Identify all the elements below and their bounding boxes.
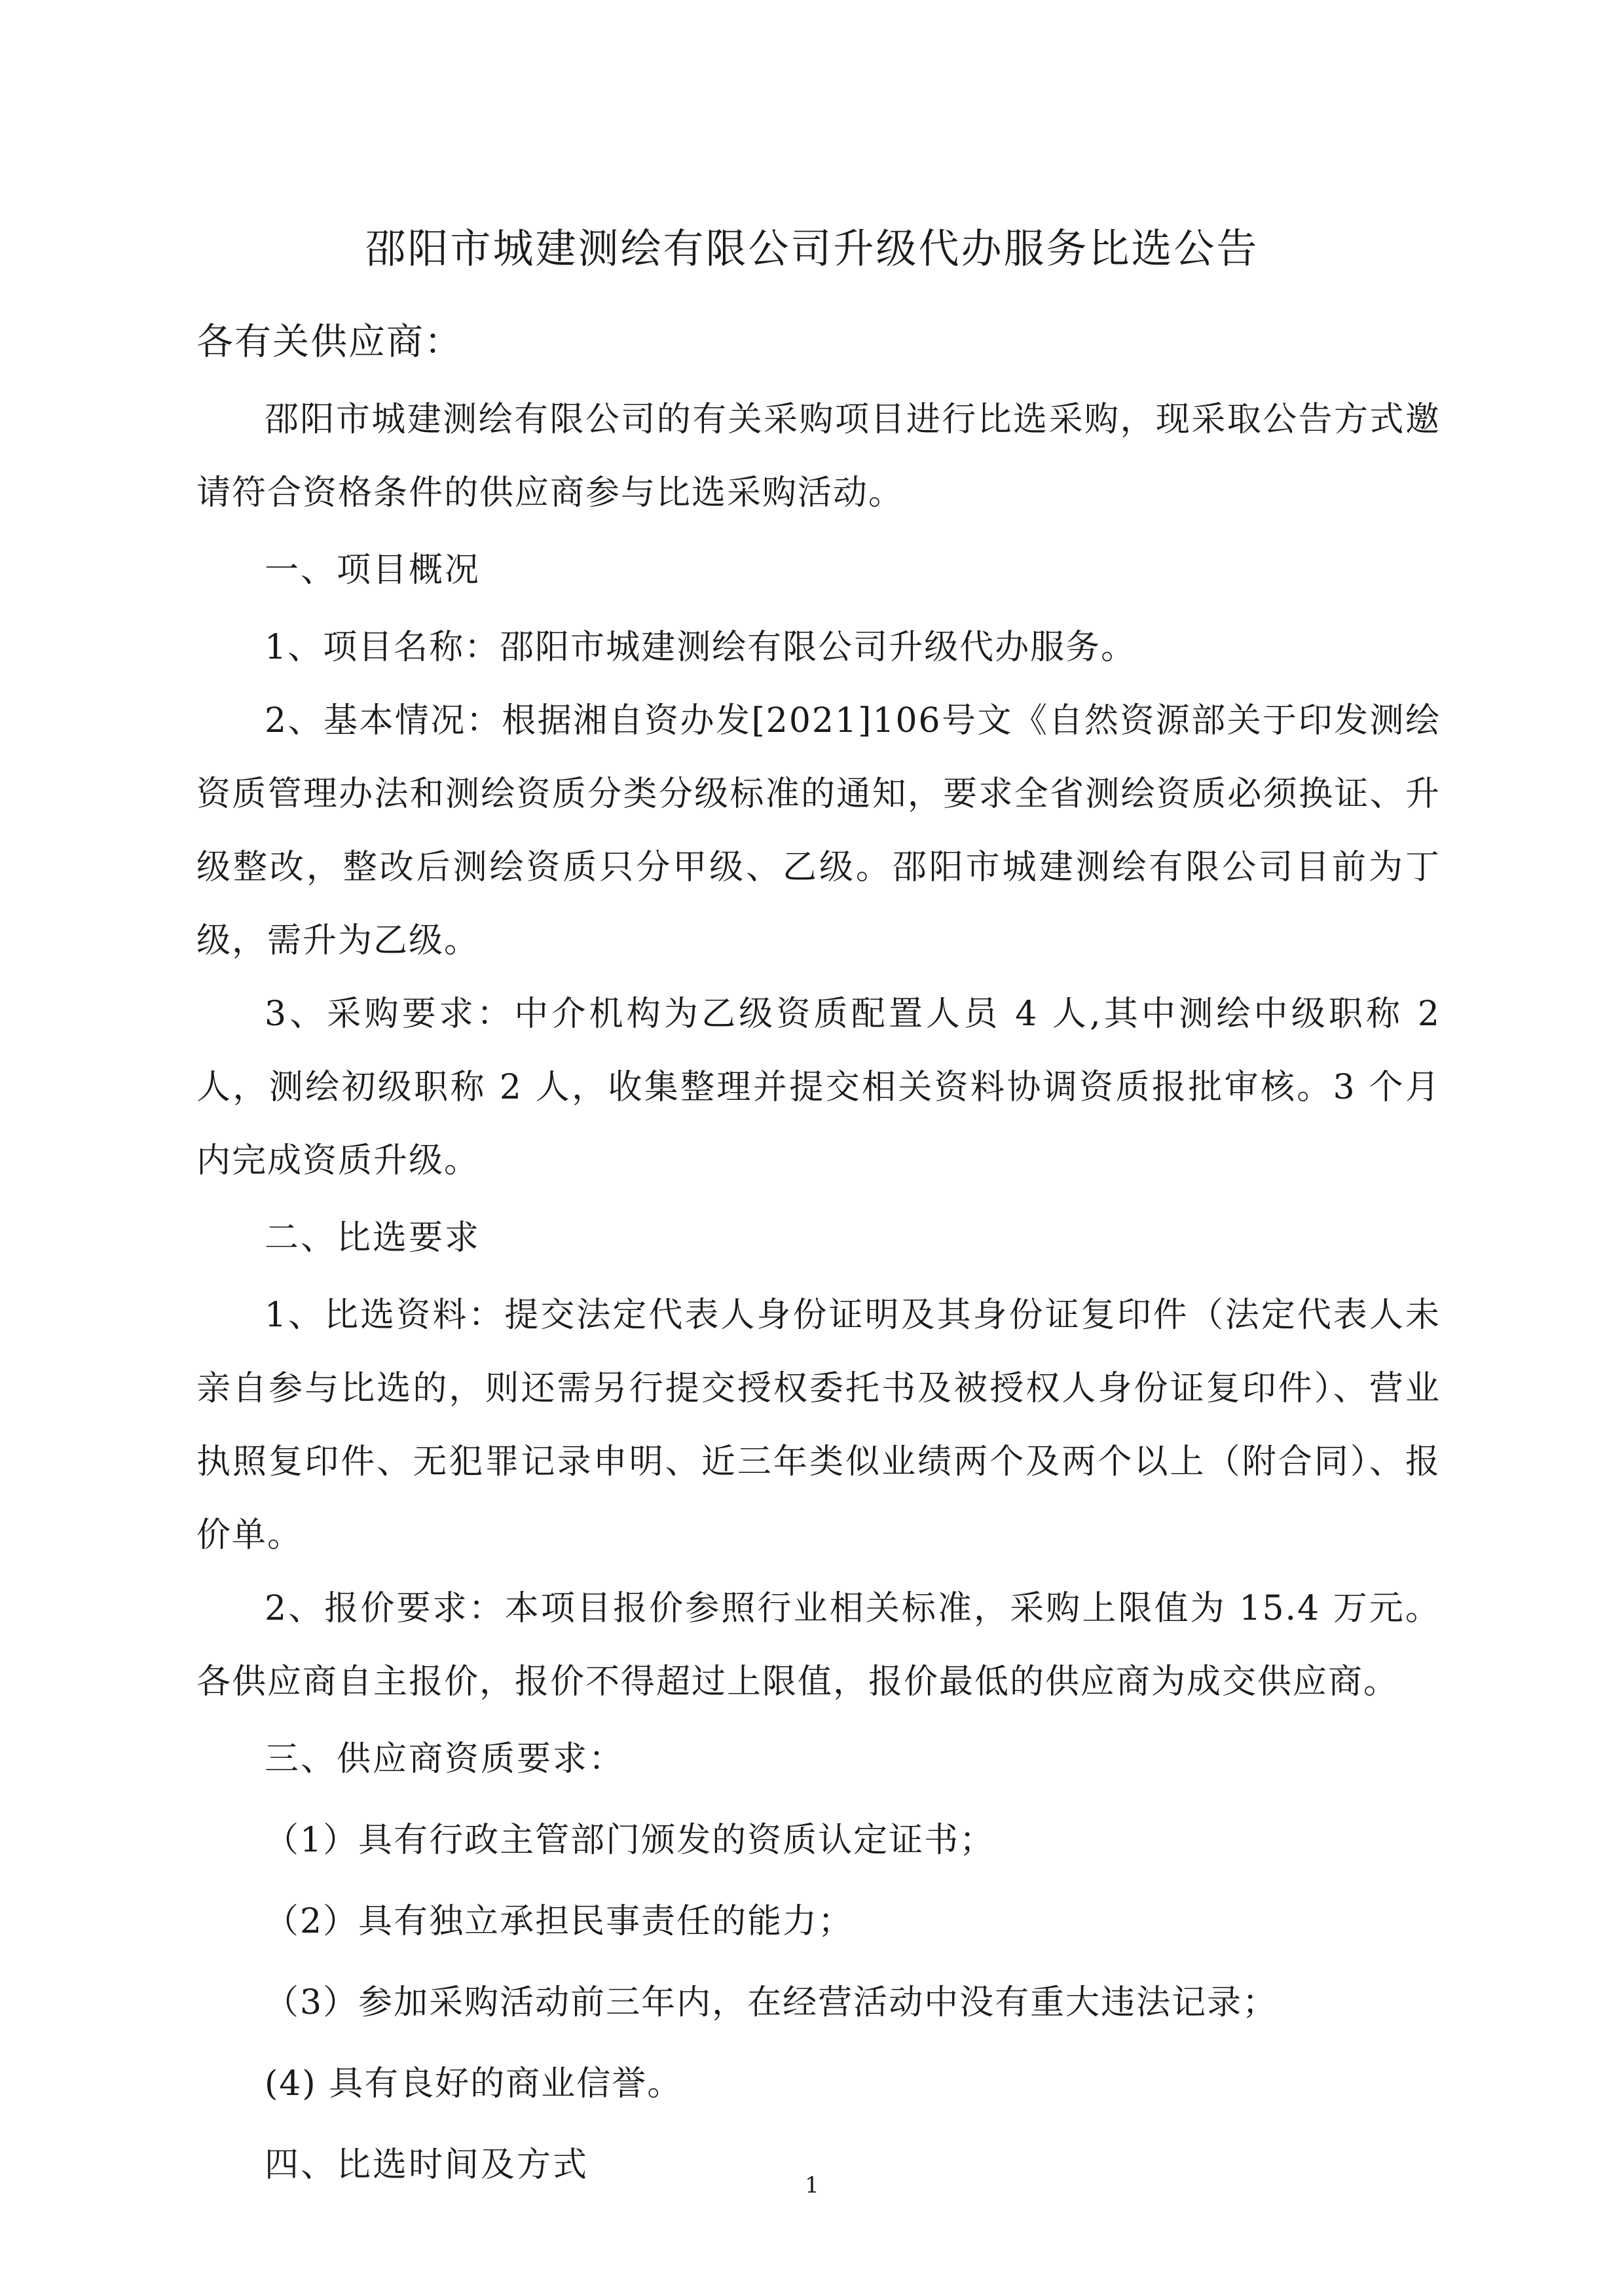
document-body: [196, 383, 1441, 2206]
intro-paragraph: 邵阳市城建测绘有限公司的有关采购项目进行比选采购，现采取公告方式邀请符合资格条件的供应商参与比选采购活动。: [196, 400, 1441, 513]
quotation-requirements-paragraph: 2、报价要求：本项目报价参照行业相关标准，采购上限值为 15.4 万元。各供应商自主报价，报价不得超过上限值，报价最低的供应商为成交供应商。: [196, 1589, 1441, 1702]
basic-situation-paragraph: 2、基本情况：根据湘自资办发[2021]106号文《自然资源部关于印发测绘资质管理办法和测绘资质分类分级标准的通知，要求全省测绘资质必须换证、升级整改，整改后测绘资质只分甲级、乙级。邵阳市城建测绘有限公司目前为丁级，需升为乙级。: [196, 701, 1441, 960]
section-heading-supplier-qualifications: 三、供应商资质要求：: [265, 1740, 625, 1779]
qualification-item-3: （3）参加采购活动前三年内，在经营活动中没有重大违法记录；: [265, 1983, 1278, 2022]
qualification-item-2: （2）具有独立承担民事责任的能力；: [265, 1902, 854, 1941]
selection-materials-paragraph: 1、比选资料：提交法定代表人身份证明及其身份证复印件（法定代表人未亲自参与比选的，则还需另行提交授权委托书及被授权人身份证复印件）、营业执照复印件、无犯罪记录申明、近三年类似业绩两个及两个以上（附合同）、报价单。: [196, 1296, 1441, 1555]
section-heading-time-and-method: 四、比选时间及方式: [265, 2145, 589, 2185]
project-name-paragraph: 1、项目名称：邵阳市城建测绘有限公司升级代办服务。: [265, 628, 1137, 667]
section-heading-overview: 一、项目概况: [265, 551, 481, 590]
document-title: 邵阳市城建测绘有限公司升级代办服务比选公告: [365, 225, 1259, 272]
qualification-item-1: （1）具有行政主管部门颁发的资质认定证书；: [265, 1821, 995, 1860]
salutation: 各有关供应商：: [196, 321, 462, 363]
qualification-item-4: (4) 具有良好的商业信誉。: [265, 2064, 683, 2104]
section-heading-selection-requirements: 二、比选要求: [265, 1218, 481, 1258]
page-number: 1: [805, 2172, 819, 2198]
procurement-requirements-paragraph: 3、采购要求：中介机构为乙级资质配置人员 4 人,其中测绘中级职称 2 人，测绘初级职称 2 人，收集整理并提交相关资料协调资质报批审核。3 个月内完成资质升级。: [196, 994, 1441, 1180]
